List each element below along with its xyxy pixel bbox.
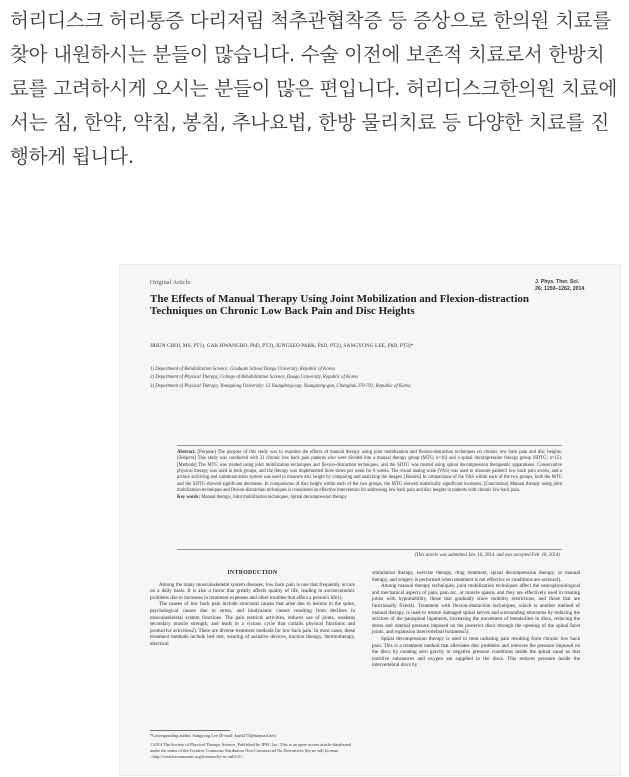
abstract-bottom-rule bbox=[177, 549, 562, 550]
paper-page-image bbox=[120, 265, 620, 775]
affiliation-1: 1) Department of Rehabilitation Science, Graduate School Daegu University, Republic of Korea bbox=[150, 367, 335, 372]
paper-title: The Effects of Manual Therapy Using Joint Mobilization and Flexion-distraction Techniques on Chronic Low Back Pain and Disc Heights bbox=[150, 293, 530, 318]
footnote-rule bbox=[150, 730, 230, 731]
footnote bbox=[150, 733, 355, 760]
article-type-label: Original Article bbox=[150, 279, 191, 286]
abstract bbox=[177, 450, 562, 502]
abstract-top-rule bbox=[177, 445, 562, 446]
corresponding-author: *Corresponding author. Sangyong Lee (E-mail: kay6275@hanmail.net) bbox=[150, 733, 276, 738]
paper-authors: JIHUN CHOI, MS, PT1), GAK HWANGBO, PhD, PT2), JUNGSEO PARK, PhD, PT2), SANGYONG LEE, PhD, PT3)* bbox=[150, 343, 414, 349]
keywords-label: Key words: bbox=[177, 495, 201, 501]
body-paragraph: The causes of low back pain include structural causes that arise due to lesions in the spine, psychological causes due to stress, and biodynamic causes resulting from declines in musculoskeletal system functions. The pain restricts activities, reduces use of joints, weakens secondary muscle strength, and leads to a vicious cycle that curtails physical functions and productive activities2). There are diverse treatment methods for low back pain. In most cases, these treatment methods include bed rest, wearing of assistive devices, traction therapy, thermotherapy, electrical bbox=[150, 601, 355, 647]
submission-dates: (This article was submitted Jan. 16, 2014, and was accepted Feb. 18, 2014) bbox=[414, 553, 560, 558]
affiliation-3: 3) Department of Physical Therapy, Youngdong University: 12 Youngdong-eup, Youngdong-gun, Chungbuk 370-701, Republic of Korea bbox=[150, 383, 411, 389]
intro-paragraph: 허리디스크 허리통증 다리저림 척추관협착증 등 증상으로 한의원 치료를 찾아 내원하시는 분들이 많습니다. 수술 이전에 보존적 치료로서 한방치료를 고려하시게 오시는 분들이 많은 편입니다. 허리디스크한의원 치료에서는 침, 한약, 약침, 봉침, 추나요법, 한방 물리치료 등 다양한 치료를 진행하게 됩니다. bbox=[10, 9, 618, 168]
right-column bbox=[372, 570, 580, 669]
journal-name: J. Phys. Ther. Sci. bbox=[535, 279, 580, 285]
journal-citation bbox=[535, 279, 584, 293]
affiliation-2: 2) Department of Physical Therapy, College of Rehabilitation Science, Daegu University, Republic of Korea bbox=[150, 375, 358, 381]
keywords-text: Manual therapy, Joint mobilization techniques, Spinal decompression therapy bbox=[201, 495, 347, 501]
license-note: ©2014 The Society of Physical Therapy Science. Published by IPEC Inc. This is an open-access article distributed under the terms of the Creative Commons Attribution Non-Commercial No Derivatives (by-nc-nd) License <http://creativecommons.org/licenses/by-nc-nd/3.0/>. bbox=[150, 741, 352, 759]
abstract-label: Abstract. bbox=[177, 450, 196, 455]
left-column bbox=[150, 570, 355, 648]
keywords bbox=[177, 495, 562, 501]
introduction-heading: INTRODUCTION bbox=[227, 570, 278, 576]
body-paragraph: stimulation therapy, exercise therapy, drug treatment, spinal decompression therapy, or manual therapy, and surgery is performed when treatment is not effective or conditions are serious3). bbox=[372, 570, 580, 583]
body-paragraph: Spinal decompression therapy is used to treat radiating pain resulting from chronic low back pain. This is a treatment method that alleviates disc problems and removes the pressure imposed on the discs by creating zero gravity or negative pressure conditions inside the spinal canal so that nutritive substances and oxygen are supplied to the discs. This reduces pressure inside the intervertebral discs by bbox=[372, 635, 580, 669]
abstract-text: [Purpose] The purpose of this study was to examine the effects of manual therapy using joint mobilization and flexion-distraction techniques on chronic low back pain and disc heights. [Subjects] This study was conducted with 31 chronic low back pain patients who were divided into a manual therapy group (MTG; n=16) and a spinal decompression therapy group (SDTG; n=15). [Methods] The MTG was treated using joint mobilization techniques and flexion-distraction techniques, and the SDTG was treated using spinal decompression therapeutic apparatuses. Conservative physical therapy was used in both groups, and the therapy was implemented three times per week for 6 weeks. The visual analog scale (VAS) was used to measure patient's low back pain scores, and a picture archiving and communication system was used to measure disc height by comparing and analyzing the images. [Results] In comparisons of the VAS within each of the two groups, both the MTG and the SDTG showed significant decreases. In comparisons of disc height within each of the two groups, the MTG showed statistically significant increases. [Conclusion] Manual therapy using joint mobilization techniques and flexion-distraction techniques is considered an effective intervention for addressing low back pain and disc heights in patients with chronic low back pain. bbox=[177, 450, 563, 494]
body-paragraph: Among manual therapy techniques, joint mobilization techniques affect the neurophysiological and mechanical aspects of pain, pain arc, or muscle spasm, and they are effectively used in treating joints with hypomobility, those that gradually show mobility restrictions, and those that are functionally fixed4). Treatment with flexion-distraction techniques, which is another method of manual therapy, is used to restore damaged spinal nerves and surrounding structures by reducing the stricture of the paraspinal ligaments, increasing the movement of metabolites in discs, reducing the stress and internal pressure imposed on the posterior discs through the opening of the spinal facet joints, and expansion intervertebral foramens5). bbox=[372, 583, 580, 636]
journal-volume: 26: 1259–1262, 2014 bbox=[535, 285, 585, 292]
affiliations bbox=[150, 367, 510, 392]
body-paragraph: Among the many musculoskeletal system diseases, low back pain is one that frequently occurs on a daily basis. It is also a factor that greatly affects quality of life, leading to socioeconomic problems due to increases in treatment expenses and other troubles that affect a person's life1). bbox=[150, 581, 355, 601]
